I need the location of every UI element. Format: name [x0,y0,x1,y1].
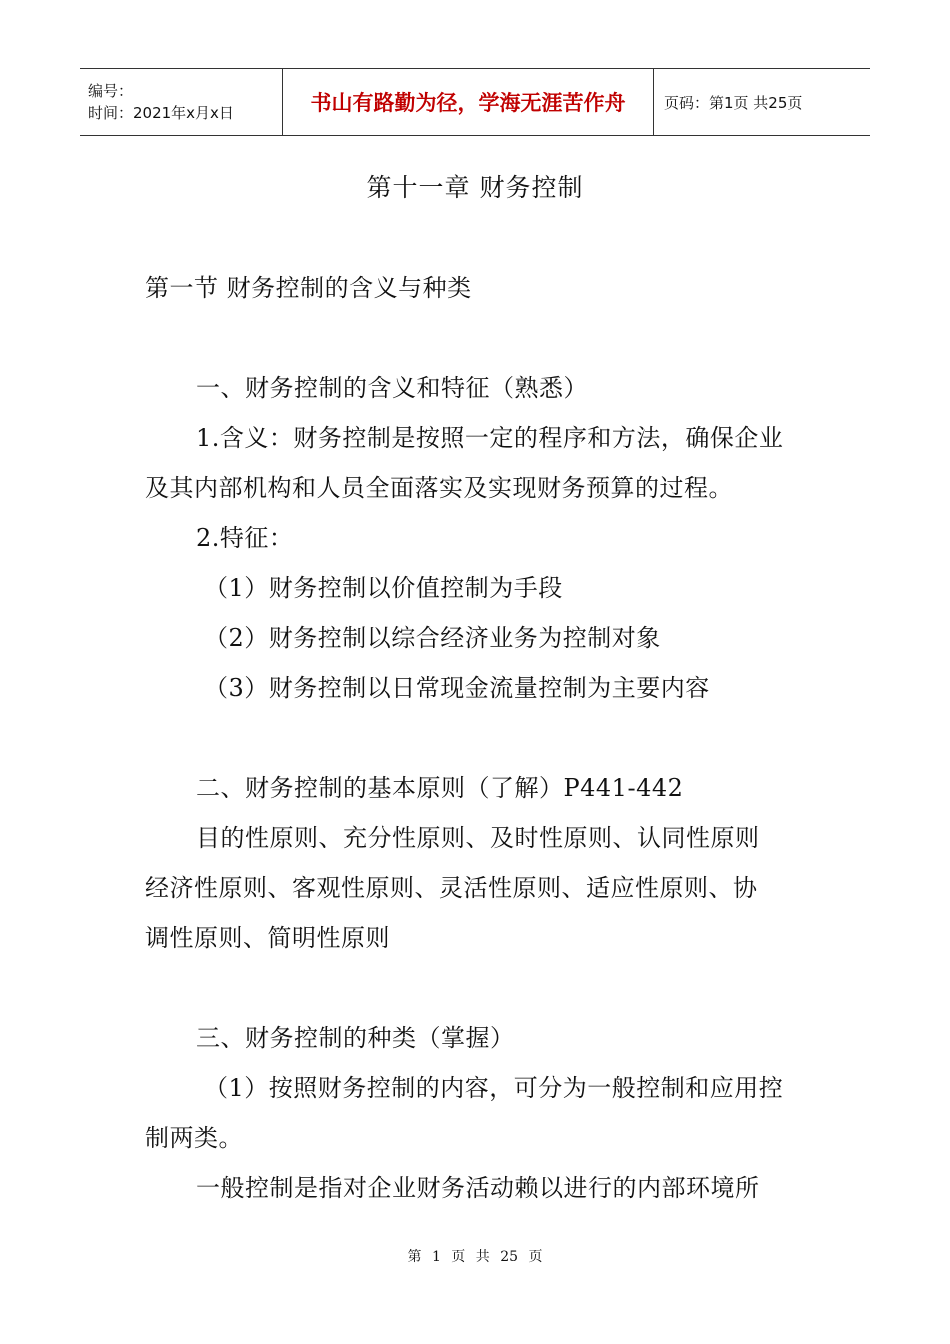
subsection-heading: 三、财务控制的种类（掌握） [196,1024,515,1052]
paragraph-line: 目的性原则、充分性原则、及时性原则、认同性原则 [196,824,760,852]
chapter-title: 第十一章 财务控制 [366,173,584,202]
header-page-info: 页码：第1页 共25页 [664,93,803,112]
header-meta [80,69,282,135]
header-motto: 书山有路勤为径，学海无涯苦作舟 [282,69,654,135]
paragraph-line: 1.含义：财务控制是按照一定的程序和方法，确保企业 [196,424,784,452]
paragraph-line: 经济性原则、客观性原则、灵活性原则、适应性原则、协 [145,874,758,902]
paragraph-line: 制两类。 [145,1124,243,1152]
paragraph-line: 及其内部机构和人员全面落实及实现财务预算的过程。 [145,474,733,502]
subsection-heading: 二、财务控制的基本原则（了解）P441-442 [196,774,684,802]
paragraph-line: 调性原则、简明性原则 [145,924,390,952]
list-item: （1）财务控制以价值控制为手段 [204,574,563,602]
page-footer: 第 1 页 共 25 页 [407,1249,543,1265]
list-item: （2）财务控制以综合经济业务为控制对象 [204,624,661,652]
section-heading: 第一节 财务控制的含义与种类 [145,274,472,302]
document-header [80,68,870,136]
list-item: （3）财务控制以日常现金流量控制为主要内容 [204,674,710,702]
subsection-heading: 一、财务控制的含义和特征（熟悉） [196,374,588,402]
paragraph-line: 2.特征： [196,524,294,552]
paragraph-line: 一般控制是指对企业财务活动赖以进行的内部环境所 [196,1174,760,1202]
paragraph-line: （1）按照财务控制的内容，可分为一般控制和应用控 [204,1074,784,1102]
time-label: 时间：2021年x月x日 [88,104,234,122]
number-label: 编号： [88,82,134,100]
